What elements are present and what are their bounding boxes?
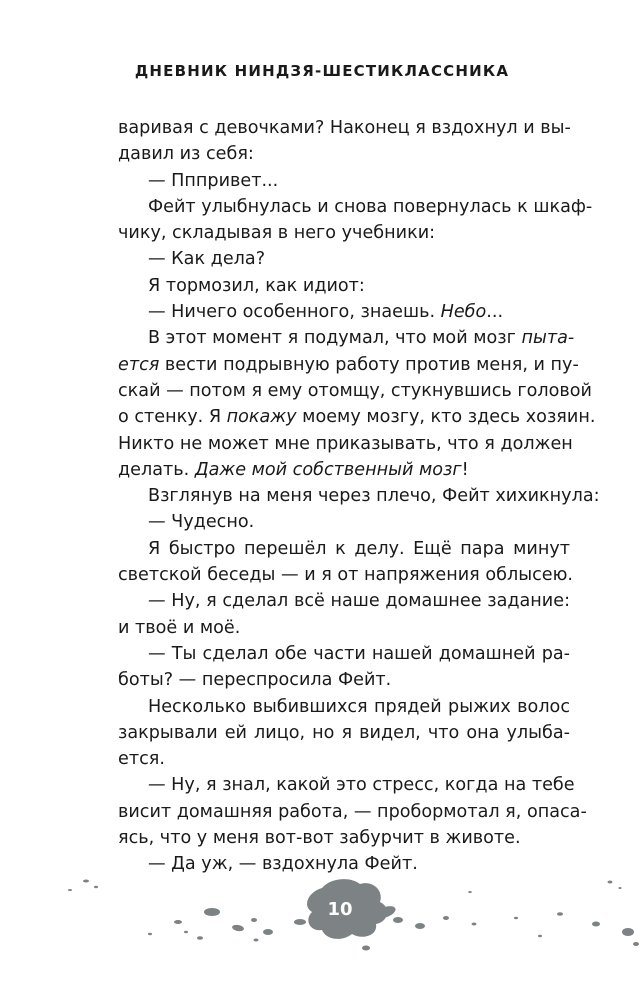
- splatter-drop: [83, 880, 89, 883]
- text-line: [118, 352, 579, 378]
- book-text: [118, 115, 600, 878]
- text-line: — Чудесно.: [148, 512, 255, 533]
- splatter-drop: [94, 886, 98, 888]
- italic-text: Даже мой собственный мозг: [194, 459, 462, 480]
- text-line: Я быстро перешёл к делу. Ещё пара минут: [148, 538, 570, 559]
- text-line: — Ты сделал обе части нашей домашней ра-: [148, 643, 570, 664]
- splatter-drop: [148, 933, 152, 935]
- text-line: — Ну, я сделал всё наше домашнее задание:: [148, 591, 570, 612]
- ink-splatter-decoration: [0, 860, 644, 1000]
- splatter-drop: [472, 923, 477, 926]
- text-line: висит домашняя работа, — пробормотал я, опаса-: [118, 801, 587, 822]
- page-number: 10: [327, 899, 353, 920]
- text-line: варивая с девочками? Наконец я вздохнул и вы-: [118, 118, 571, 138]
- text-line: давил из себя:: [118, 144, 254, 165]
- text-line: [118, 299, 570, 325]
- splatter-drop: [204, 908, 220, 916]
- text-line: и твоё и моё.: [118, 617, 241, 638]
- splatter-drop: [254, 939, 259, 942]
- text-segment: ...: [486, 302, 504, 323]
- splatter-drop: [415, 923, 425, 929]
- splatter-drop: [514, 917, 518, 919]
- text-line: Я тормозил, как идиот:: [148, 275, 365, 296]
- text-line: ется.: [118, 749, 165, 770]
- italic-text: пыта-: [521, 328, 575, 349]
- text-line: [118, 457, 570, 483]
- splatter-drop: [633, 942, 639, 946]
- text-segment: делать.: [118, 459, 195, 480]
- italic-text: покажу: [226, 407, 297, 428]
- splatter-drop: [294, 919, 306, 925]
- text-line: [118, 325, 575, 351]
- text-line: светской беседы — и я от напряжения облысею.: [118, 565, 573, 586]
- italic-text: ется: [118, 354, 160, 375]
- splatter-drop: [622, 928, 634, 936]
- text-line: боты? — переспросила Фейт.: [118, 670, 392, 691]
- splatter-drop: [592, 922, 600, 927]
- text-line: Никто не может мне приказывать, что я должен: [118, 433, 573, 454]
- text-line: Несколько выбившихся прядей рыжих волос: [148, 696, 570, 717]
- running-header: ДНЕВНИК НИНДЗЯ-ШЕСТИКЛАССНИКА: [134, 62, 510, 80]
- splatter-drop: [184, 931, 188, 933]
- splatter-drop: [538, 935, 542, 937]
- splatter-drop: [232, 924, 245, 932]
- splatter-drop: [68, 889, 72, 891]
- text-segment: моему мозгу, кто здесь хозяин.: [296, 407, 596, 428]
- text-segment: В этот момент я подумал, что мой мозг: [148, 328, 522, 349]
- text-line: — Как дела?: [148, 249, 266, 270]
- splatter-drop: [619, 887, 622, 889]
- italic-text: Небо: [440, 302, 487, 323]
- splatter-drop: [393, 917, 403, 923]
- text-segment: — Ничего особенного, знаешь.: [148, 302, 441, 323]
- text-line: — Да уж, — вздохнула Фейт.: [148, 854, 418, 875]
- text-line: закрывали ей лицо, но я видел, что она улыба-: [118, 722, 570, 743]
- splatter-drop: [468, 891, 472, 893]
- text-line: — Ну, я знал, какой это стресс, когда на тебе: [148, 775, 575, 796]
- splatter-drop: [174, 920, 182, 924]
- text-segment: !: [461, 459, 469, 480]
- text-line: [118, 404, 596, 430]
- splatter-drop: [362, 946, 370, 951]
- text-line: Взглянув на меня через плечо, Фейт хихикнула:: [148, 486, 600, 507]
- splatter-drop: [443, 916, 449, 920]
- splatter-drop: [557, 912, 563, 916]
- splatter-drop: [608, 881, 613, 884]
- splatter-drop: [197, 936, 203, 940]
- text-line: чику, складывая в него учебники:: [118, 223, 436, 244]
- text-line: Фейт улыбнулась и снова повернулась к шкаф-: [148, 196, 593, 217]
- text-segment: вести подрывную работу против меня, и пу-: [159, 354, 579, 375]
- text-segment: о стенку. Я: [118, 407, 227, 428]
- text-line: — Пппривет...: [148, 170, 279, 191]
- text-line: скай — потом я ему отомщу, стукнувшись головой: [118, 380, 592, 401]
- splatter-drop: [263, 929, 273, 935]
- splatter-drop: [251, 918, 257, 922]
- text-line: ясь, что у меня вот-вот забурчит в животе.: [118, 828, 521, 849]
